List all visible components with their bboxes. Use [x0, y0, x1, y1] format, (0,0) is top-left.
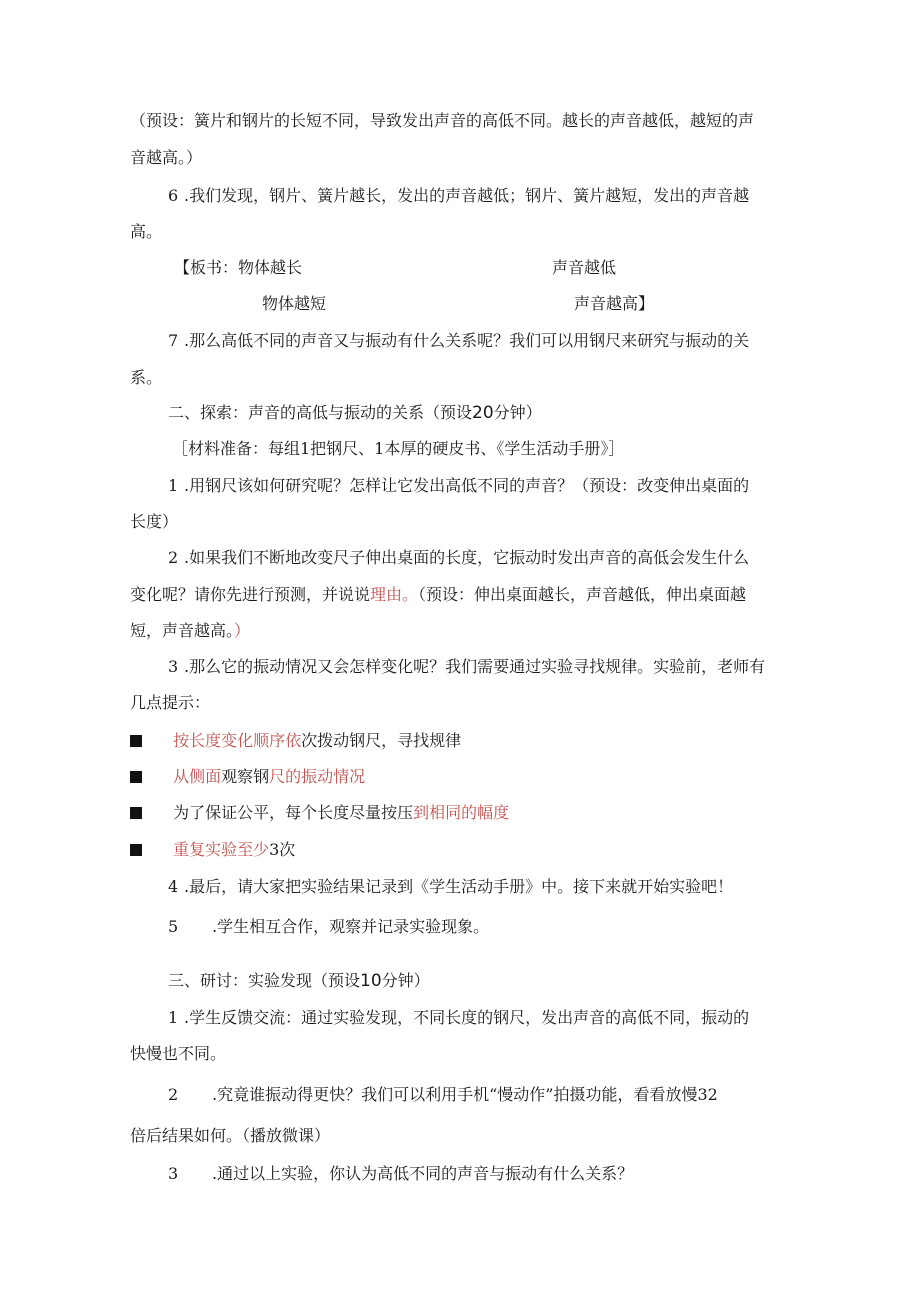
tip-1-text: 次拨动钢尺，寻找规律	[301, 731, 462, 750]
item-7-line-2: 系。	[130, 368, 163, 387]
bullet-square-icon	[130, 807, 142, 819]
bullet-square-icon	[130, 771, 142, 783]
s2-item-2-paren: ）	[234, 621, 251, 640]
s2-item-3-line-1: .那么它的振动情况又会怎样变化呢？我们需要通过实验寻找规律。实验前，老师有	[184, 657, 766, 676]
item-7-number: 7	[168, 331, 179, 350]
item-6-line-2: 高。	[130, 222, 163, 241]
tip-3-text: 为了保证公平，每个长度尽量按压	[173, 803, 414, 822]
section-3-heading	[168, 971, 430, 991]
s3-item-2-line-2: 倍后结果如何。（播放微课）	[130, 1126, 331, 1145]
s2-item-4-text: .最后，请大家把实验结果记录到《学生活动手册》中。接下来就开始实验吧！	[184, 877, 734, 896]
s2-item-2-line-1: .如果我们不断地改变尺子伸出桌面的长度，它振动时发出声音的高低会发生什么	[184, 548, 750, 567]
tip-2-highlight-a: 从侧面	[173, 767, 222, 786]
tip-4-highlight: 重复实验至少	[173, 840, 270, 859]
tip-3-highlight: 到相同的幅度	[413, 803, 510, 822]
s2-item-2-reason: 理由。	[370, 585, 419, 604]
board-row-1-left: 【板书：物体越长	[174, 258, 303, 277]
section-2-heading	[168, 403, 542, 423]
bullet-square-icon	[130, 844, 142, 856]
item-6-number: 6	[168, 186, 179, 205]
s3-item-1-number: 1	[168, 1008, 179, 1027]
section-3-unit: 分钟）	[381, 971, 430, 990]
tip-3	[130, 803, 509, 823]
s3-item-3-number: 3	[168, 1164, 179, 1183]
s2-item-2-number: 2	[168, 548, 179, 567]
s2-item-3-number: 3	[168, 657, 179, 676]
preset-line-1: （预设：簧片和钢片的长短不同，导致发出声音的高低不同。越长的声音越低，越短的声	[130, 111, 755, 130]
s2-item-5-text: .学生相互合作，观察并记录实验现象。	[212, 917, 490, 936]
s2-item-2-text-a: 变化呢？请你先进行预测，并说说	[130, 585, 371, 604]
s2-item-1-number: 1	[168, 476, 179, 495]
s3-item-1-line-2: 快慢也不同。	[130, 1044, 227, 1063]
bullet-square-icon	[130, 735, 142, 747]
tip-4-text: 3次	[269, 840, 296, 859]
s2-item-5-number: 5	[168, 917, 179, 936]
section-3-heading-text: 三、研讨：实验发现（预设	[168, 971, 361, 990]
s3-item-3-text: .通过以上实验，你认为高低不同的声音与振动有什么关系？	[212, 1164, 634, 1183]
tip-1-highlight: 按长度变化顺序依	[173, 731, 302, 750]
s3-item-1-line-1: .学生反馈交流：通过实验发现，不同长度的钢尺，发出声音的高低不同，振动的	[184, 1008, 750, 1027]
board-row-2-left: 物体越短	[262, 294, 327, 313]
preset-line-2: 音越高。）	[130, 148, 203, 167]
s3-item-2-number: 2	[168, 1085, 179, 1104]
tip-2-highlight-b: 尺的振动情况	[269, 767, 366, 786]
s2-item-4-number: 4	[168, 877, 179, 896]
tip-2-text: 观察钢	[221, 767, 270, 786]
s3-item-2-line-1: .究竟谁振动得更快？我们可以利用手机“慢动作”拍摄功能，看看放慢32	[212, 1085, 718, 1104]
s2-item-1-line-1: .用钢尺该如何研究呢？怎样让它发出高低不同的声音？（预设：改变伸出桌面的	[184, 476, 750, 495]
materials-line: ［材料准备：每组1把钢尺、1本厚的硬皮书、《学生活动手册》］	[172, 439, 625, 458]
section-2-heading-text: 二、探索：声音的高低与振动的关系（预设	[168, 403, 473, 422]
item-6-line-1: .我们发现，钢片、簧片越长，发出的声音越低；钢片、簧片越短，发出的声音越	[184, 186, 750, 205]
item-7-line-1: .那么高低不同的声音又与振动有什么关系呢？我们可以用钢尺来研究与振动的关	[184, 331, 750, 350]
s2-item-2-text-c: （预设：伸出桌面越长，声音越低，伸出桌面越	[418, 585, 747, 604]
s2-item-3-line-2: 几点提示：	[130, 693, 211, 712]
section-2-duration: 20	[472, 403, 494, 423]
s2-item-1-line-2: 长度）	[130, 512, 179, 531]
s2-item-2-text-d: 短，声音越高。	[130, 621, 235, 640]
tip-2	[130, 767, 365, 787]
board-row-1-right: 声音越低	[552, 258, 617, 277]
board-row-2-right: 声音越高】	[574, 294, 655, 313]
s2-item-2-line-3	[130, 621, 250, 641]
section-3-duration: 10	[360, 971, 382, 991]
tip-1	[130, 731, 461, 751]
section-2-unit: 分钟）	[493, 403, 542, 422]
tip-4	[130, 840, 295, 860]
s2-item-2-line-2	[130, 585, 746, 605]
